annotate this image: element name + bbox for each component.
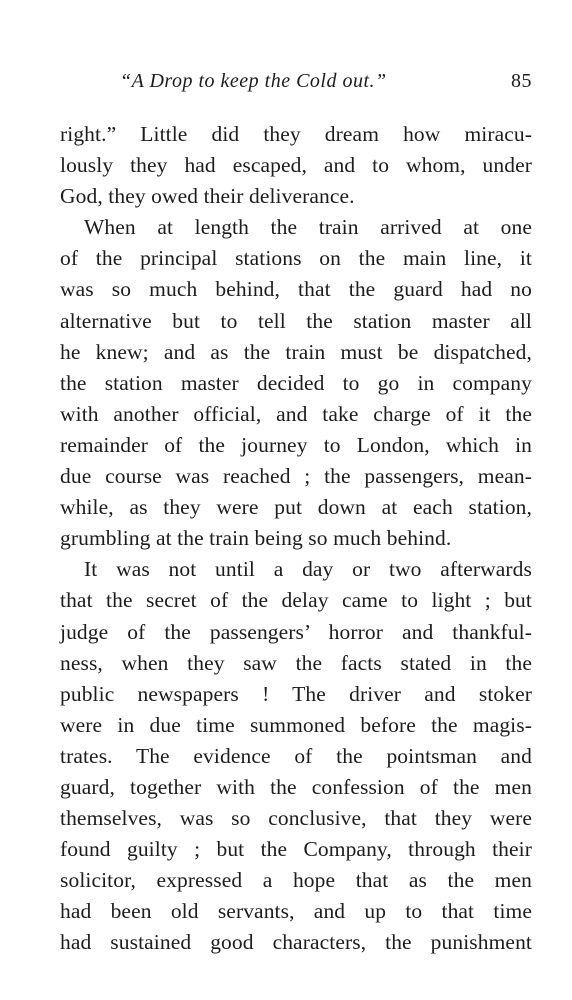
text-line: themselves, was so conclusive, that they were (60, 806, 532, 831)
text-line: guard, together with the confession of the men (60, 774, 532, 799)
text-line: due course was reached ; the passengers, mean- (60, 464, 532, 489)
text-line: grumbling at the train being so much behind. (60, 526, 452, 551)
text-line: while, as they were put down at each station, (60, 495, 532, 520)
text-line: found guilty ; but the Company, through their (60, 837, 532, 862)
text-line: had been old servants, and up to that time (60, 899, 532, 924)
running-header (60, 70, 532, 102)
text-line: judge of the passengers’ horror and thankful- (60, 619, 532, 644)
body-text (60, 119, 532, 959)
text-line: he knew; and as the train must be dispatched, (60, 339, 532, 364)
text-line: was so much behind, that the guard had no (60, 277, 532, 302)
text-line: ness, when they saw the facts stated in the (60, 650, 532, 675)
text-line: that the secret of the delay came to light ; but (60, 588, 532, 613)
text-line: lously they had escaped, and to whom, under (60, 153, 532, 178)
text-line: the station master decided to go in company (60, 370, 532, 395)
text-line: with another official, and take charge of it the (60, 401, 532, 426)
text-line: of the principal stations on the main line, it (60, 246, 532, 271)
page-number: 85 (511, 70, 532, 92)
text-line: trates. The evidence of the pointsman and (60, 743, 532, 768)
text-line: God, they owed their deliverance. (60, 184, 355, 209)
text-line: solicitor, expressed a hope that as the men (60, 868, 532, 893)
text-line: right.” Little did they dream how miracu- (60, 122, 532, 146)
text-line: had sustained good characters, the punishment (60, 930, 532, 955)
text-line: remainder of the journey to London, which in (60, 432, 532, 457)
text-line: alternative but to tell the station master all (60, 308, 532, 333)
text-line: public newspapers ! The driver and stoker (60, 681, 532, 706)
running-title: “A Drop to keep the Cold out.” (120, 70, 387, 92)
text-line: When at length the train arrived at one (84, 215, 532, 240)
text-line: It was not until a day or two afterwards (84, 557, 532, 582)
text-line: were in due time summoned before the magis- (60, 712, 532, 737)
